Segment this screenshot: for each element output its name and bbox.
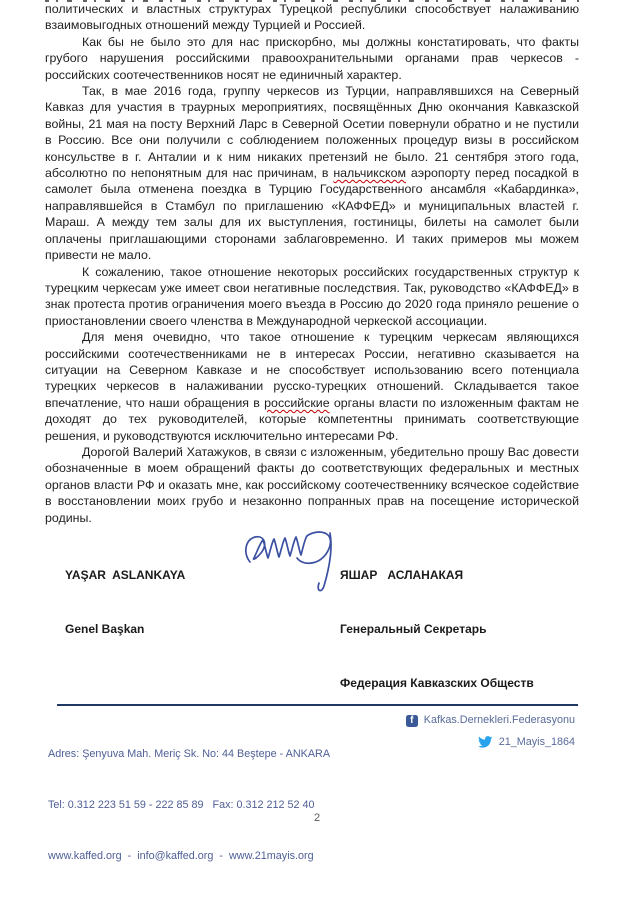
facebook-row — [406, 712, 575, 729]
signer-right-name: ЯШАР АСЛАНАКАЯ — [340, 568, 464, 582]
paragraph: Дорогой Валерий Хатажуков, в связи с изложенным, убедительно прошу Вас довести обозначенные в моем обращений факты до соответствующих федеральных и местных органов власти РФ и оказать мне, как российскому соотечественнику всяческое содействие в восстановлении моих грубо и незаконно попранных прав на посещение исторической родины. — [45, 444, 579, 525]
paragraph: Так, в мае 2016 года, группу черкесов из Турции, направлявшихся на Северный Кавказ для участия в траурных мероприятиях, посвящённых Дню окончания Кавказской войны, 21 мая на посту Верхний Ларс в Северной Осетии повернули обратно и не пустили в Россию. Все они получили с соблюдением положенных процедур визы в российском консульстве в г. Анталии и к ним никаких претензий не было. 21 сентября этого года, абсолютно по непонятным для нас причинам, в нальчикском аэропорту перед посадкой в самолет была отменена поездка в Турцию Государственного ансамбля «Кабардинка», направлявшейся в Стамбул по приглашению «КАФФЕД» и муниципальных властей г. Мараш. А между тем залы для их выступления, гостиницы, билеты на самолет были оплачены приглашающими сторонами заблаговременно. И таких примеров мы можем привести не мало. — [45, 84, 579, 263]
paragraph: Как бы не было это для нас прискорбно, мы должны констатировать, что факты грубого нарушения российскими правоохранительными органами прав черкесов - российских соотечественников носят не единичный характер. — [45, 34, 579, 82]
misspelled-word: нальчикском — [333, 166, 407, 181]
paragraph: Для меня очевидно, что такое отношение к турецким черкесам являющихся российскими соотечественниками не в интересах России, негативно сказывается на ситуации на Северном Кавказе и не способствует использованию всего потенциала турецких черкесов в налаживании русско-турецких отношений. Складывается такое впечатление, что наши обращения в российские органы власти по изложенным фактам не доходят до тех руководителей, которые компетентны принимать соответствующие решения, и руководствуются исключительно интересами РФ. — [45, 330, 579, 443]
twitter-handle: 21_Mayis_1864 — [498, 736, 575, 748]
footer-address: Adres: Şenyuva Mah. Meriç Sk. No: 44 Beştepe - ANKARA — [48, 748, 331, 760]
twitter-row — [406, 734, 575, 751]
signer-left-block — [65, 530, 185, 674]
footer-social-block — [406, 712, 575, 756]
footer-websites: www.kaffed.org - info@kaffed.org - www.21mayis.org — [48, 850, 314, 862]
handwritten-signature — [240, 531, 350, 595]
signer-left-title: Genel Başkan — [65, 622, 145, 636]
signer-right-org: Федерация Кавказских Обществ — [340, 676, 534, 690]
signer-right-title: Генеральный Секретарь — [340, 622, 487, 636]
facebook-handle: Kafkas.Dernekleri.Federasyonu — [423, 714, 575, 726]
footer-phone-fax: Tel: 0.312 223 51 59 - 222 85 89 Fax: 0.312 212 52 40 — [48, 799, 315, 811]
misspelled-word: российские — [264, 395, 330, 410]
paragraph: К сожалению, такое отношение некоторых российских государственных структур к турецким черкесам уже имеет свои негативные последствия. Так, руководство «КАФФЕД» в знак протеста против ограничения моего въезда в Россию до 2020 года приняло решение о приостановлении своего членства в Международной черкеской ассоциации. — [45, 264, 579, 328]
signer-right-block — [340, 530, 534, 728]
page-number: 2 — [313, 812, 321, 824]
twitter-icon — [477, 736, 493, 749]
footer-contact-block — [48, 712, 330, 899]
footer-divider — [57, 704, 578, 706]
paragraph: политических и властных структурах Турецкой республики способствует налаживанию взаимовыгодных отношений между Турцией и Россией. — [45, 2, 579, 33]
signer-left-name: YAŞAR ASLANKAYA — [65, 568, 186, 582]
facebook-icon: f — [406, 715, 418, 727]
letter-body — [45, 1, 579, 526]
